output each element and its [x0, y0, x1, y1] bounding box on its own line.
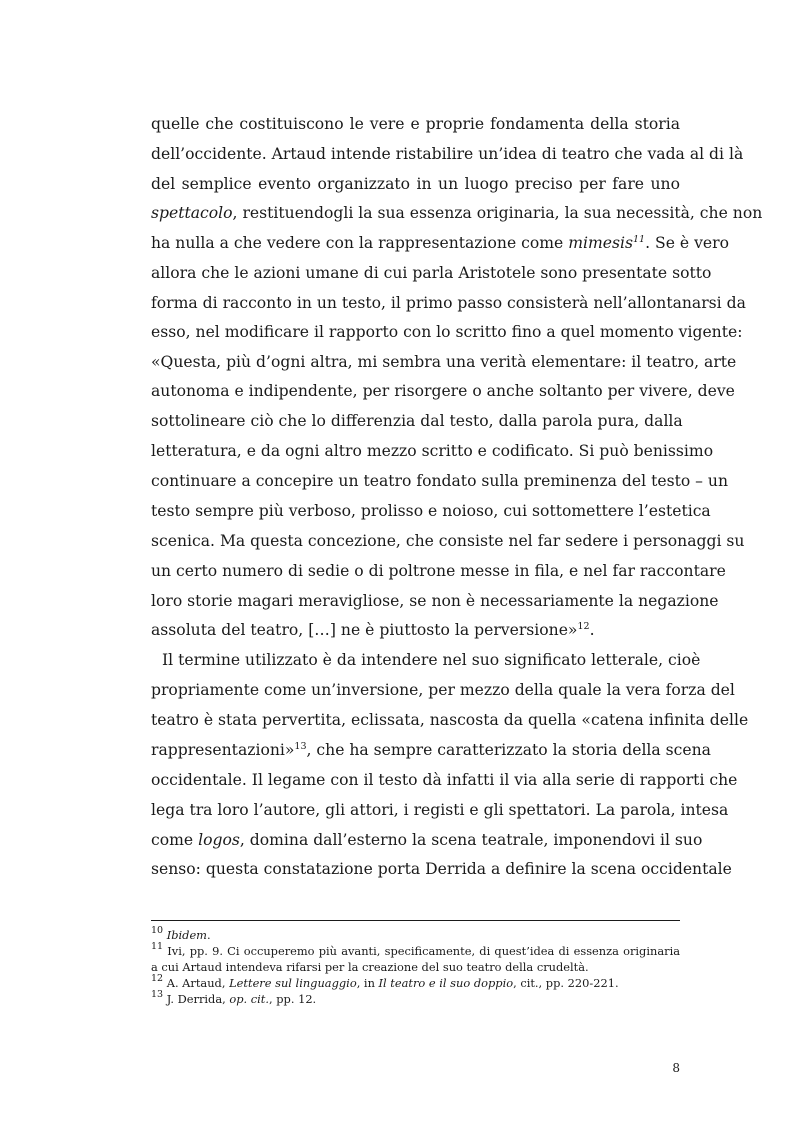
footnote-text: J. Derrida,	[166, 992, 230, 1006]
footnote-text: , pp. 12.	[269, 992, 317, 1006]
body-line-5-text: ha nulla a che vedere con la rappresentazione come	[151, 234, 569, 252]
body-line-16: un certo numero di sedie o di poltrone messe in fila, e nel far raccontare	[151, 562, 726, 580]
footnote-text: A. Artaud,	[166, 976, 230, 990]
body-line-18-text: assoluta del teatro, […] ne è piuttosto la perversione»	[151, 621, 578, 639]
footnote-separator	[151, 920, 680, 921]
body-line-4-text: , restituendogli la sua essenza originaria, la sua necessità, che non	[232, 204, 763, 222]
footnote-number: 12	[151, 973, 164, 984]
body-line-22	[151, 741, 711, 759]
body-line-9: «Questa, più d’ogni altra, mi sembra una verità elementare: il teatro, arte	[151, 353, 737, 371]
italic-logos: logos	[198, 831, 240, 849]
footnote-text: .	[207, 928, 211, 942]
body-line-25-text: come	[151, 831, 199, 849]
footnote-10	[151, 925, 680, 942]
footnote-11-continued: a cui Artaud intendeva rifarsi per la creazione del suo teatro della crudeltà.	[151, 960, 589, 974]
footnote-number: 13	[151, 989, 164, 1000]
footnote-italic: Ibidem	[166, 928, 207, 942]
body-line-2: dell’occidente. Artaud intende ristabilire un’idea di teatro che vada al di là	[151, 145, 744, 163]
body-line-22-end: , che ha sempre caratterizzato la storia della scena	[306, 741, 711, 759]
body-line-5	[151, 234, 729, 252]
body-line-23: occidentale. Il legame con il testo dà infatti il via alla serie di rapporti che	[151, 771, 738, 789]
body-line-18-end: .	[589, 621, 595, 639]
footnote-ref-13: 13	[294, 741, 307, 752]
footnote-ref-11: 11	[633, 234, 646, 245]
body-line-22-text: rappresentazioni»	[151, 741, 295, 759]
body-line-1: quelle che costituiscono le vere e proprie fondamenta della storia	[151, 115, 680, 133]
footnote-11	[151, 941, 680, 958]
body-line-7: forma di racconto in un testo, il primo passo consisterà nell’allontanarsi da	[151, 294, 746, 312]
footnote-ref-12: 12	[577, 621, 590, 632]
body-line-8: esso, nel modificare il rapporto con lo scritto fino a quel momento vigente:	[151, 323, 743, 341]
body-line-17: loro storie magari meravigliose, se non è necessariamente la negazione	[151, 592, 719, 610]
body-line-19: Il termine utilizzato è da intendere nel suo significato letterale, cioè	[162, 651, 701, 669]
body-line-14: testo sempre più verboso, prolisso e noioso, cui sottomettere l’estetica	[151, 502, 711, 520]
page-number: 8	[672, 1061, 680, 1075]
footnote-text: , cit., pp. 220-221.	[513, 976, 619, 990]
body-line-11: sottolineare ciò che lo differenzia dal testo, dalla parola pura, dalla	[151, 412, 683, 430]
footnote-number: 11	[151, 941, 164, 952]
body-line-20: propriamente come un’inversione, per mezzo della quale la vera forza del	[151, 681, 735, 699]
body-line-25	[151, 831, 703, 849]
footnote-12	[151, 973, 680, 990]
body-line-12: letteratura, e da ogni altro mezzo scritto e codificato. Si può benissimo	[151, 442, 714, 460]
footnote-13	[151, 989, 680, 1006]
body-line-25-end: , domina dall’esterno la scena teatrale, imponendovi il suo	[239, 831, 703, 849]
footnote-italic: op. cit.	[229, 992, 269, 1006]
italic-spettacolo: spettacolo	[151, 204, 233, 222]
body-line-10: autonoma e indipendente, per risorgere o anche soltanto per vivere, deve	[151, 382, 735, 400]
mimesis-word: mimesis	[568, 234, 634, 252]
italic-mimesis	[568, 234, 645, 252]
body-line-24: lega tra loro l’autore, gli attori, i registi e gli spettatori. La parola, intesa	[151, 801, 729, 819]
footnote-text: Ivi, pp. 9. Ci occuperemo più avanti, specificamente, di quest’idea di essenza originaria	[167, 944, 680, 958]
footnote-italic: Lettere sul linguaggio	[229, 976, 357, 990]
body-line-18	[151, 621, 680, 639]
body-line-4	[151, 204, 763, 222]
body-line-3: del semplice evento organizzato in un luogo preciso per fare uno	[151, 175, 680, 193]
footnote-text: , in	[356, 976, 379, 990]
body-line-6: allora che le azioni umane di cui parla Aristotele sono presentate sotto	[151, 264, 712, 282]
footnote-italic: Il teatro e il suo doppio	[378, 976, 514, 990]
body-line-15: scenica. Ma questa concezione, che consiste nel far sedere i personaggi su	[151, 532, 745, 550]
footnote-number: 10	[151, 925, 164, 936]
body-line-13: continuare a concepire un teatro fondato sulla preminenza del testo – un	[151, 472, 729, 490]
body-line-5-end: . Se è vero	[645, 234, 729, 252]
body-line-21: teatro è stata pervertita, eclissata, nascosta da quella «catena infinita delle	[151, 711, 749, 729]
body-line-26: senso: questa constatazione porta Derrida a definire la scena occidentale	[151, 860, 732, 878]
